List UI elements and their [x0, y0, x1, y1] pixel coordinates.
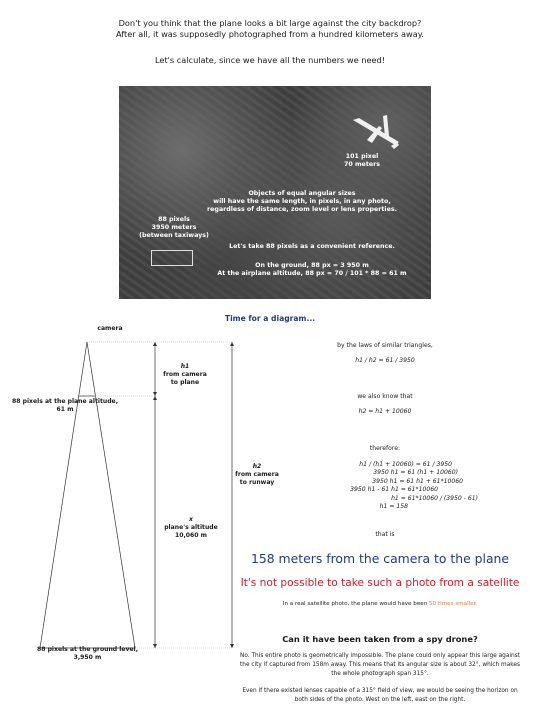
- angular-size-text: Objects of equal angular sizes will have the same length, in pixels, in any photo, regardless of distance, zoom level or lens properties.: [207, 190, 397, 213]
- step-4: 3950 h1 - 61 h1 = 61*10060: [350, 486, 438, 494]
- geometry-paragraph: No. This entire photo is geometrically impossible. The plane could only appear this large against the city if captured from 158m away. This means that its angular size is about 32°, which makes the whole photograph span 315°.: [240, 653, 520, 677]
- step-6: h1 = 158: [379, 503, 408, 511]
- intro-line-1: Don't you think that the plane looks a bit large against the city backdrop?: [118, 18, 422, 28]
- we-know-text: we also know that: [357, 393, 413, 400]
- that-is-text: that is: [375, 531, 395, 538]
- runway-marker: [151, 250, 193, 266]
- satellite-photo: [119, 86, 431, 299]
- result-headline: 158 meters from the camera to the plane: [250, 551, 510, 566]
- step-1: h1 / (h1 + 10060) = 61 / 3950: [359, 461, 452, 468]
- ground-scale-text: On the ground, 88 px = 3 950 m: [255, 262, 369, 269]
- similar-triangles-text: by the laws of similar triangles,: [337, 342, 433, 349]
- plane-size-label: 101 pixel 70 meters: [344, 153, 380, 168]
- horizon-paragraph: Even if there existed lenses capable of a 315° field of view, we would be seeing the horizon on both sides of the photo. West on the left, east on the right.: [242, 688, 518, 703]
- intro-line-2: After all, it was supposedly photographed from a hundred kilometers away.: [115, 29, 425, 39]
- diagram-title: Time for a diagram...: [224, 314, 316, 323]
- drone-question: Can it have been taken from a spy drone?: [282, 634, 478, 644]
- airplane-icon: [347, 112, 407, 154]
- step-3: 3950 h1 = 61 h1 + 61*10060: [372, 477, 463, 485]
- camera-label: camera: [97, 325, 123, 332]
- satellite-note: In a real satellite photo, the plane would have been 50 times smaller.: [282, 601, 478, 607]
- altitude-x-label: x plane's altitude 10,060 m: [164, 516, 218, 539]
- step-2: 3950 h1 = 61 (h1 + 10060): [373, 469, 458, 477]
- h1-label: h1 from camera to plane: [163, 363, 207, 386]
- reference-text: Let's take 88 pixels as a convenient reference.: [229, 243, 395, 250]
- triangle-diagram: [0, 330, 250, 670]
- step-5: h1 = 61*10060 / (3950 - 61): [391, 494, 478, 502]
- solution-steps: [328, 461, 488, 511]
- runway-size-label: 88 pixels 3950 meters (between taxiways): [139, 216, 209, 239]
- satellite-impossible-headline: It's not possible to take such a photo from a satellite: [240, 577, 520, 589]
- h2-label: h2 from camera to runway: [235, 463, 279, 486]
- altitude-scale-text: At the airplane altitude, 88 px = 70 / 101 * 88 = 61 m: [217, 270, 407, 277]
- h2-equation: h2 = h1 + 10060: [358, 408, 412, 415]
- ground-level-label: 88 pixels at the ground level, 3,950 m: [36, 646, 139, 661]
- ratio-equation: h1 / h2 = 61 / 3950: [355, 357, 415, 364]
- intro-text: [0, 18, 540, 40]
- therefore-text: therefore:: [369, 445, 401, 452]
- calc-line: Let's calculate, since we have all the numbers we need!: [154, 55, 386, 65]
- plane-altitude-label: 88 pixels at the plane altitude, 61 m: [11, 398, 119, 413]
